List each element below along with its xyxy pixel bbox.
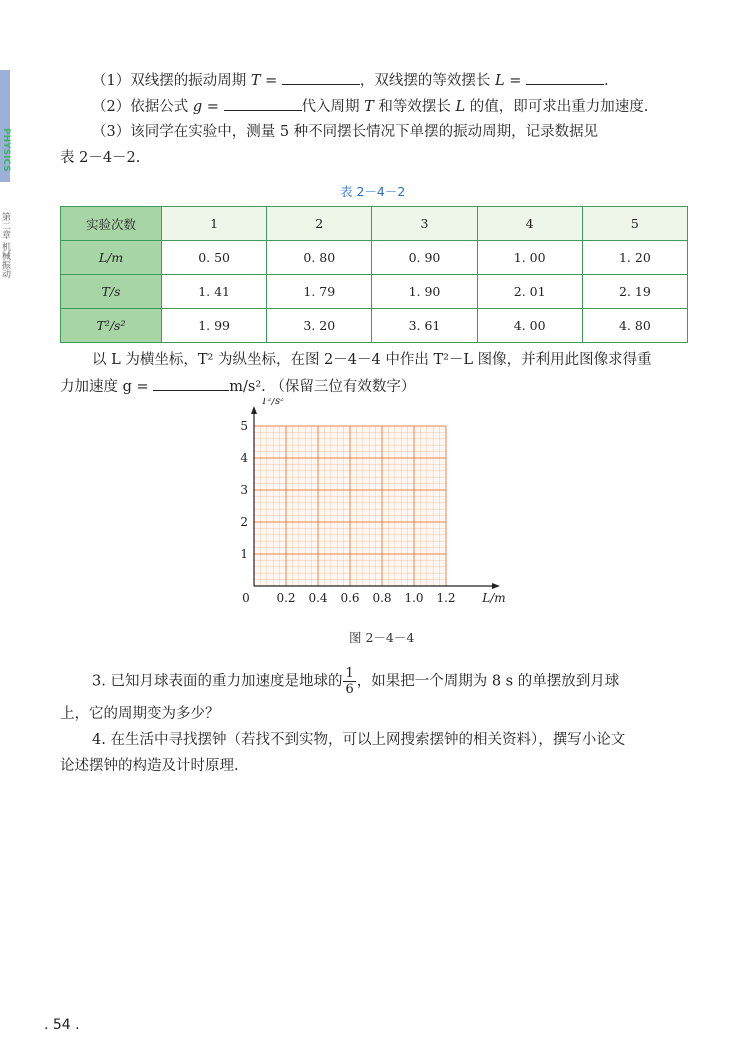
x-tick-label: 0.4: [308, 591, 328, 605]
x-tick-label: 1.2: [436, 591, 456, 605]
answer-blank-length[interactable]: [526, 70, 604, 85]
table-cell: 4: [477, 207, 582, 241]
row-header: L/m: [61, 241, 162, 275]
table-cell: 2: [267, 207, 372, 241]
answer-blank-formula[interactable]: [224, 96, 302, 111]
fraction-one-sixth: [343, 666, 355, 697]
sidebar-chapter-label: 第二章 机械振动: [0, 212, 10, 278]
answer-blank-period[interactable]: [282, 70, 360, 85]
table-cell: 1: [162, 207, 267, 241]
row-header: 实验次数: [61, 207, 162, 241]
x-tick-label: 0.2: [276, 591, 296, 605]
var-L: L: [455, 99, 466, 115]
question-2-text-b: 代入周期: [301, 99, 365, 115]
table-cell: 0. 50: [162, 241, 267, 275]
question-clock-line-1: 4. 在生活中寻找摆钟（若找不到实物，可以上网搜索摆钟的相关资料），撰写小论文: [92, 732, 626, 748]
y-tick-label: 4: [240, 451, 248, 465]
figure-caption: 图 2－4－4: [349, 630, 415, 645]
table-cell: 1. 20: [582, 241, 687, 275]
equals-sign: =: [504, 73, 527, 89]
x-axis-arrow: [492, 583, 500, 589]
y-tick-label: 1: [240, 547, 248, 561]
var-T: T: [250, 73, 261, 89]
graph-paper-figure: [230, 398, 510, 618]
question-3-line-1: （3）该同学在实验中，测量 5 种不同摆长情况下单摆的振动周期，记录数据见: [92, 124, 599, 140]
table-row: [61, 241, 688, 275]
question-2-text: （2）依据公式: [92, 99, 193, 115]
instruction-line-1: 以 L 为横坐标，T² 为纵坐标，在图 2－4－4 中作出 T²－L 图像，并利用此图像求得重: [92, 352, 652, 368]
equals-sign: =: [202, 99, 224, 115]
instruction-line-2: [60, 376, 415, 397]
table-row: [61, 309, 688, 343]
data-table: [60, 206, 688, 343]
page-number: . 54 .: [44, 1017, 80, 1033]
table-cell: 3. 20: [267, 309, 372, 343]
fraction-numerator: 1: [345, 666, 354, 681]
origin-label: 0: [242, 591, 250, 605]
x-axis-label: L/m: [482, 591, 506, 605]
y-tick-label: 5: [240, 419, 248, 433]
table-cell: 5: [582, 207, 687, 241]
table-cell: 1. 41: [162, 275, 267, 309]
table-cell: 1. 79: [267, 275, 372, 309]
table-row: [61, 275, 688, 309]
question-2-text-c: 和等效摆长: [373, 99, 456, 115]
question-moon-text-b: ，如果把一个周期为 8 s 的单摆放到月球: [356, 673, 620, 690]
period-mark: .: [604, 73, 609, 89]
table-cell: 0. 90: [372, 241, 477, 275]
equals-sign: =: [260, 73, 282, 89]
x-tick-label: 0.8: [372, 591, 392, 605]
row-header: T²/s²: [61, 309, 162, 343]
table-cell: 4. 80: [582, 309, 687, 343]
question-moon-line-2: 上，它的周期变为多少？: [60, 706, 220, 722]
table-row: [61, 207, 688, 241]
table-cell: 0. 80: [267, 241, 372, 275]
table-cell: 3. 61: [372, 309, 477, 343]
var-T: T: [364, 99, 374, 115]
question-clock-line-2: 论述摆钟的构造及计时原理.: [60, 758, 239, 774]
question-2: [92, 96, 648, 117]
x-tick-label: 0.6: [340, 591, 360, 605]
table-cell: 1. 00: [477, 241, 582, 275]
x-tick-label: 1.0: [404, 591, 424, 605]
row-header: T/s: [61, 275, 162, 309]
question-1-text: （1）双线摆的振动周期: [92, 73, 251, 89]
fraction-denominator: 6: [345, 682, 354, 697]
table-cell: 1. 90: [372, 275, 477, 309]
y-tick-label: 3: [240, 483, 248, 497]
table-cell: 3: [372, 207, 477, 241]
y-axis-arrow: [251, 406, 257, 414]
var-g: g: [192, 99, 203, 115]
table-cell: 2. 01: [477, 275, 582, 309]
question-1-text-b: ，双线摆的等效摆长: [359, 73, 495, 89]
answer-blank-gravity[interactable]: [153, 376, 229, 391]
var-L: L: [495, 73, 505, 89]
question-1: [92, 70, 609, 91]
question-moon-text: 3. 已知月球表面的重力加速度是地球的: [92, 673, 343, 690]
question-moon: [92, 666, 619, 697]
table-cell: 1. 99: [162, 309, 267, 343]
y-tick-label: 2: [240, 515, 248, 529]
question-3-line-2: 表 2－4－2.: [60, 150, 141, 166]
table-cell: 4. 00: [477, 309, 582, 343]
question-2-text-d: 的值，即可求出重力加速度.: [465, 99, 649, 115]
instruction-unit: m/s². （保留三位有效数字）: [229, 379, 416, 395]
instruction-text: 力加速度 g =: [60, 379, 154, 395]
table-caption: 表 2－4－2: [340, 184, 406, 199]
sidebar-physics-label: PHYSICS: [1, 128, 11, 172]
y-axis-label: T²/s²: [261, 398, 285, 407]
table-cell: 2. 19: [582, 275, 687, 309]
